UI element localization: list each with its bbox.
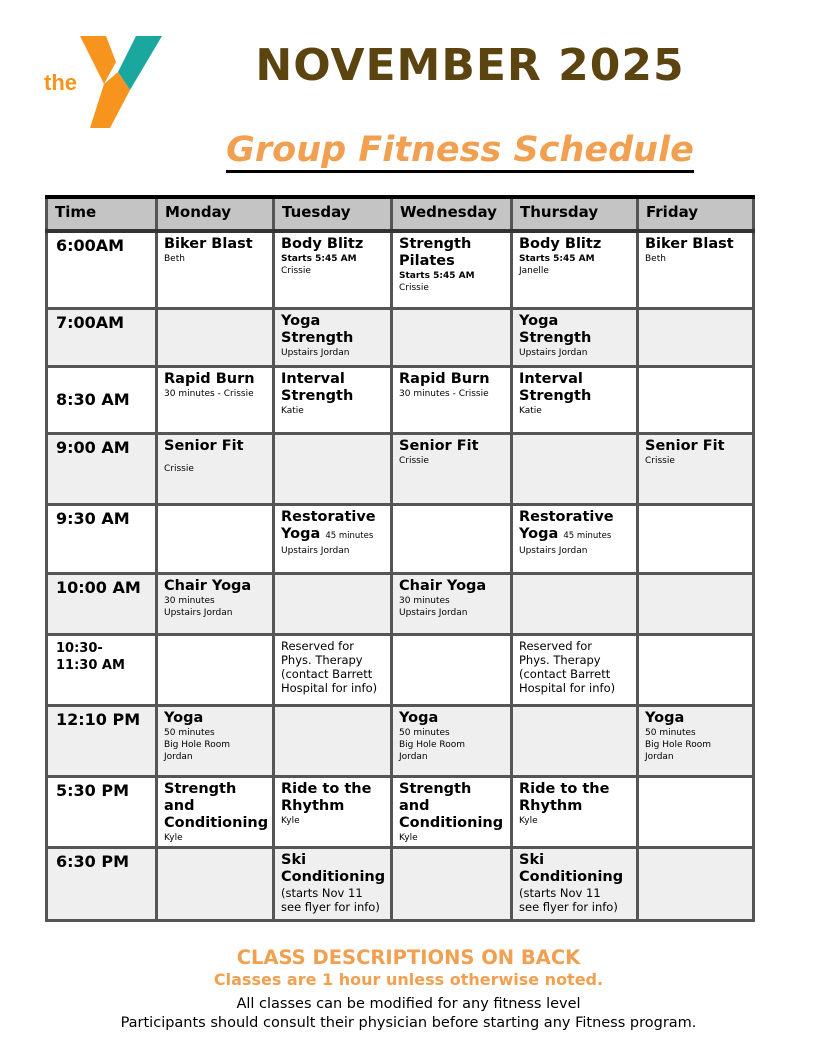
class-entry (158, 435, 272, 477)
time-cell: 9:30 AM (47, 504, 157, 573)
class-cell-monday (157, 231, 274, 308)
class-name: Ride to the Rhythm (281, 780, 372, 814)
class-cell-wednesday (392, 231, 512, 308)
class-note: Jordan (645, 751, 674, 762)
table-row (47, 847, 754, 920)
class-entry (513, 310, 636, 361)
class-name: Yoga (164, 709, 204, 726)
table-row (47, 705, 754, 776)
class-name: Restorative (519, 508, 614, 525)
class-cell-monday (157, 776, 274, 847)
table-row (47, 634, 754, 705)
class-name-second: Yoga (519, 525, 559, 542)
time-cell: 7:00AM (47, 308, 157, 366)
class-cell-wednesday (392, 573, 512, 634)
class-cell-tuesday (274, 776, 392, 847)
modification-note: All classes can be modified for any fitness level (236, 996, 581, 1012)
class-start-time: Starts 5:45 AM (281, 254, 357, 264)
class-note: 50 minutes (645, 727, 696, 738)
class-note: 30 minutes (399, 595, 450, 606)
class-detail: (contact Barrett (281, 666, 373, 681)
class-note: Crissie (645, 455, 675, 466)
class-duration-note: Classes are 1 hour unless otherwise noted. (213, 970, 604, 989)
class-detail: (starts Nov 11 (281, 885, 363, 900)
class-entry (275, 778, 390, 829)
class-name: Body Blitz (519, 236, 602, 252)
table-header-row (47, 197, 754, 231)
class-cell-monday (157, 366, 274, 433)
class-detail: Hospital for info) (281, 680, 378, 695)
class-detail: (contact Barrett (519, 666, 611, 681)
class-name: Biker Blast (645, 236, 734, 252)
class-entry (158, 575, 272, 621)
class-cell-friday (638, 504, 754, 573)
logo-ymca-text: YMCA (119, 100, 140, 126)
time-cell: 6:30 PM (47, 847, 157, 920)
table-row (47, 366, 754, 433)
class-entry (158, 778, 272, 846)
class-cell-monday (157, 847, 274, 920)
time-line: 11:30 AM (56, 657, 125, 673)
class-name: Ski Conditioning (519, 851, 624, 885)
class-entry (393, 575, 510, 621)
class-name: Interval Strength (519, 370, 592, 404)
class-name: Interval Strength (281, 370, 354, 404)
table-row (47, 231, 754, 308)
class-cell-thursday (512, 308, 638, 366)
class-cell-friday (638, 705, 754, 776)
class-cell-wednesday (392, 634, 512, 705)
class-entry (158, 368, 272, 402)
class-cell-thursday (512, 634, 638, 705)
class-entry (639, 233, 752, 267)
class-cell-tuesday (274, 366, 392, 433)
class-cell-friday (638, 231, 754, 308)
spacer (164, 455, 267, 463)
class-name-line2 (519, 526, 631, 545)
class-entry (513, 368, 636, 419)
class-note: Kyle (164, 832, 183, 843)
class-cell-tuesday (274, 308, 392, 366)
class-entry (393, 778, 510, 846)
time-cell: 9:00 AM (47, 433, 157, 504)
class-cell-tuesday (274, 634, 392, 705)
class-cell-monday (157, 634, 274, 705)
class-name: Restorative (281, 508, 376, 525)
class-cell-tuesday (274, 847, 392, 920)
class-entry (513, 849, 636, 916)
class-entry (158, 233, 272, 267)
class-note: Jordan (399, 751, 428, 762)
class-note: Upstairs Jordan (281, 545, 350, 556)
class-detail: see flyer for info) (281, 899, 380, 914)
class-note: Upstairs Jordan (281, 347, 350, 358)
class-note: Beth (164, 254, 185, 264)
table-row (47, 433, 754, 504)
class-name: Yoga Strength (281, 312, 354, 346)
class-cell-tuesday (274, 231, 392, 308)
class-cell-friday (638, 366, 754, 433)
class-note: Big Hole Room (164, 739, 231, 750)
class-cell-thursday (512, 504, 638, 573)
class-detail: see flyer for info) (519, 899, 618, 914)
class-cell-wednesday (392, 705, 512, 776)
class-cell-tuesday (274, 433, 392, 504)
class-note: Jordan (164, 751, 193, 762)
class-entry (513, 233, 636, 279)
class-note: Big Hole Room (645, 739, 712, 750)
class-cell-monday (157, 705, 274, 776)
class-cell-tuesday (274, 705, 392, 776)
schedule-table (45, 195, 755, 922)
class-note: Katie (519, 405, 542, 416)
class-cell-monday (157, 504, 274, 573)
schedule-subtitle: Group Fitness Schedule (0, 130, 817, 173)
column-header-monday: Monday (157, 197, 274, 231)
class-note: Big Hole Room (399, 739, 466, 750)
class-cell-friday (638, 634, 754, 705)
class-cell-friday (638, 433, 754, 504)
class-entry (513, 506, 636, 559)
class-name: Yoga (399, 709, 439, 726)
class-descriptions-note: CLASS DESCRIPTIONS ON BACK (236, 946, 581, 969)
class-entry (513, 636, 636, 697)
class-name: Ride to the Rhythm (519, 780, 610, 814)
column-header-time: Time (47, 197, 157, 231)
class-note: Upstairs Jordan (519, 347, 588, 358)
class-note: Crissie (399, 283, 429, 293)
class-name-second: Yoga (281, 525, 321, 542)
column-header-thursday: Thursday (512, 197, 638, 231)
class-note: Upstairs Jordan (399, 607, 468, 618)
time-cell (47, 634, 157, 705)
class-entry (275, 310, 390, 361)
class-cell-thursday (512, 705, 638, 776)
class-cell-thursday (512, 366, 638, 433)
class-note: Katie (281, 405, 304, 416)
class-note: Kyle (519, 815, 538, 826)
class-name: Rapid Burn (164, 370, 255, 387)
class-entry (275, 233, 390, 279)
class-entry (275, 368, 390, 419)
class-entry (513, 778, 636, 829)
class-cell-wednesday (392, 504, 512, 573)
class-cell-thursday (512, 433, 638, 504)
time-cell: 12:10 PM (47, 705, 157, 776)
class-entry (275, 636, 390, 697)
time-line: 10:30- (56, 640, 103, 656)
class-name: Ski Conditioning (281, 851, 386, 885)
class-name: Strength and Conditioning (399, 780, 504, 831)
logo-the-text: the (44, 70, 77, 95)
time-cell: 6:00AM (47, 231, 157, 308)
class-name: Chair Yoga (164, 577, 252, 594)
class-cell-wednesday (392, 366, 512, 433)
physician-note: Participants should consult their physician before starting any Fitness program. (120, 1015, 697, 1031)
class-name: Biker Blast (164, 236, 253, 252)
class-note: 30 minutes - Crissie (164, 388, 254, 399)
class-note: 30 minutes - Crissie (399, 388, 489, 399)
class-cell-tuesday (274, 504, 392, 573)
class-start-time: Starts 5:45 AM (399, 271, 475, 281)
class-detail: Hospital for info) (519, 680, 616, 695)
column-header-wednesday: Wednesday (392, 197, 512, 231)
class-note: Upstairs Jordan (164, 607, 233, 618)
class-name: Chair Yoga (399, 577, 487, 594)
class-note: Janelle (519, 266, 549, 276)
class-note: Upstairs Jordan (519, 545, 588, 556)
class-detail: (starts Nov 11 (519, 885, 601, 900)
class-name: Senior Fit (645, 437, 725, 454)
class-detail: Reserved for (519, 638, 592, 653)
class-entry (639, 707, 752, 765)
page-title: NOVEMBER 2025 (255, 40, 685, 91)
class-cell-friday (638, 847, 754, 920)
table-row (47, 573, 754, 634)
class-cell-friday (638, 573, 754, 634)
class-name: Strength and Conditioning (164, 780, 269, 831)
class-name: Yoga Strength (519, 312, 592, 346)
class-entry (393, 233, 510, 296)
class-note: 50 minutes (399, 727, 450, 738)
class-cell-monday (157, 308, 274, 366)
time-cell: 8:30 AM (47, 366, 157, 433)
class-note: Beth (645, 254, 666, 264)
class-duration: 45 minutes (325, 530, 374, 541)
class-note: Crissie (281, 266, 311, 276)
table-row (47, 308, 754, 366)
class-cell-friday (638, 308, 754, 366)
class-cell-wednesday (392, 308, 512, 366)
class-detail: Phys. Therapy (281, 652, 363, 667)
time-cell: 10:00 AM (47, 573, 157, 634)
class-detail: Phys. Therapy (519, 652, 601, 667)
class-detail: Reserved for (281, 638, 354, 653)
class-entry (275, 506, 390, 559)
class-name: Senior Fit (164, 437, 244, 454)
time-cell: 5:30 PM (47, 776, 157, 847)
class-entry (158, 707, 272, 765)
class-note: Kyle (399, 832, 418, 843)
class-name: Rapid Burn (399, 370, 490, 387)
class-cell-tuesday (274, 573, 392, 634)
class-entry (275, 849, 390, 916)
class-cell-thursday (512, 573, 638, 634)
class-cell-wednesday (392, 847, 512, 920)
class-cell-thursday (512, 231, 638, 308)
class-note: Kyle (281, 815, 300, 826)
class-note: 50 minutes (164, 727, 215, 738)
column-header-tuesday: Tuesday (274, 197, 392, 231)
class-cell-thursday (512, 776, 638, 847)
class-cell-wednesday (392, 433, 512, 504)
class-name: Yoga (645, 709, 685, 726)
class-entry (639, 435, 752, 469)
class-cell-monday (157, 433, 274, 504)
column-header-friday: Friday (638, 197, 754, 231)
class-entry (393, 368, 510, 402)
class-cell-thursday (512, 847, 638, 920)
class-name: Body Blitz (281, 236, 364, 252)
class-note: Crissie (399, 455, 429, 466)
table-row (47, 504, 754, 573)
class-note: Crissie (164, 463, 194, 474)
class-start-time: Starts 5:45 AM (519, 254, 595, 264)
class-cell-monday (157, 573, 274, 634)
class-name: Senior Fit (399, 437, 479, 454)
class-duration: 45 minutes (563, 530, 612, 541)
class-name-line2 (281, 526, 385, 545)
class-note: 30 minutes (164, 595, 215, 606)
table-row (47, 776, 754, 847)
class-cell-wednesday (392, 776, 512, 847)
class-entry (393, 707, 510, 765)
class-cell-friday (638, 776, 754, 847)
class-entry (393, 435, 510, 469)
class-name: Strength Pilates (399, 236, 472, 269)
